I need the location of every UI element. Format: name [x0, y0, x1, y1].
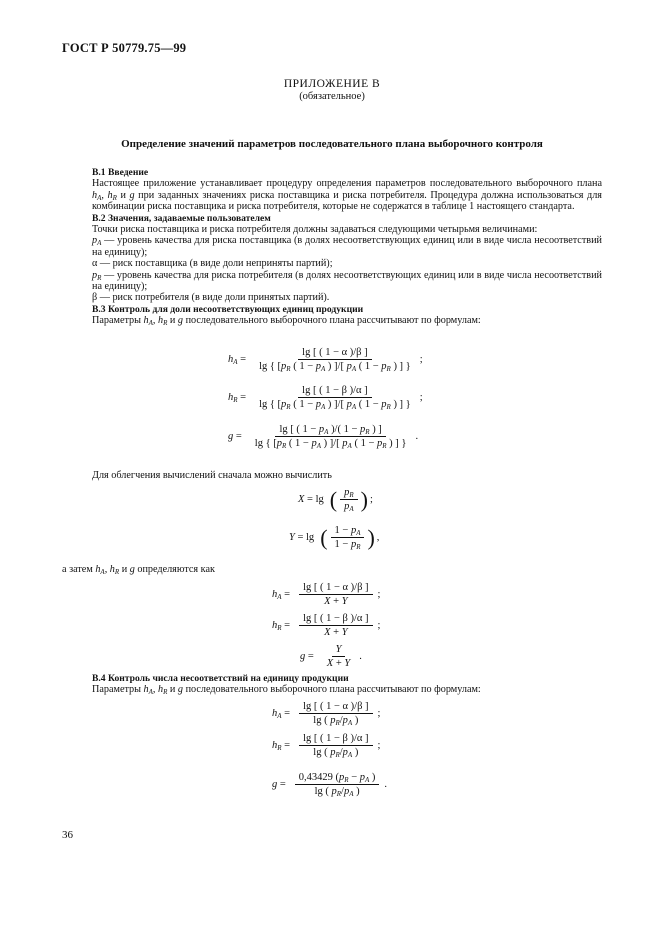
- simplify-line: Для облегчения вычислений сначала можно вычислить: [92, 470, 332, 481]
- formula-lhs: $h_A$ =: [272, 589, 291, 601]
- formula-numerator: lg [ ( 1 − β )/α ]: [299, 733, 372, 746]
- formula-numerator: lg [ ( $1 - p_A$ )/( $1 - p_R$ ) ]: [275, 424, 385, 437]
- formula-denominator: lg { [$p_R$ ( $1 - p_A$ ) ]/[ $p_A$ ( $1 - p_R$ ) ] }: [259, 361, 411, 373]
- formula-lhs: $h_A$ =: [228, 354, 247, 366]
- formula3-g: g = $\frac{0,43429 (p_R - p_A )}{\lg ( p_R/p_A )}$ .: [272, 772, 388, 798]
- b2-item: $p_A$ — уровень качества для риска поставщика (в долях несоответствующих единиц или в виде числа несоответствий на единицу);: [92, 235, 602, 258]
- formula-lhs: Y = lg: [289, 532, 315, 543]
- b4-intro: Параметры $h_A$, $h_R$ и g последовательного выборочного плана рассчитывают по формулам:: [92, 684, 481, 697]
- formula-g: g = $\frac{\lg [ ( 1 - p_A )/( 1 - p_R ) ]}{\lg \{ [p_R ( 1 - p_A ) ]/[ p_A ( 1 - p_R ) ] \}}$ .: [228, 424, 419, 450]
- appendix-label: ПРИЛОЖЕНИЕ В: [283, 78, 381, 90]
- appendix-title: Определение значений параметров последовательного плана выборочного контроля: [121, 138, 543, 150]
- formula-denominator: $1 - p_R$: [334, 539, 361, 551]
- formula-denominator: X + Y: [324, 627, 348, 638]
- b2-intro: Точки риска поставщика и риска потребителя должны задаваться следующими четырьмя величинами:: [92, 224, 538, 236]
- formula2-hr: $h_R$ = $\frac{\lg [ ( 1 - \beta )/\alpha ]}{X + Y}$ ;: [272, 613, 381, 638]
- formula-lhs: g =: [272, 779, 286, 790]
- formula-lhs: $h_R$ =: [272, 620, 291, 632]
- simplify-text: [92, 470, 602, 481]
- formula-numerator: $1 - p_A$: [331, 525, 365, 538]
- b4-heading: B.4 Контроль числа несоответствий на единицу продукции: [92, 673, 349, 684]
- formula-numerator: lg [ ( 1 − α )/β ]: [298, 347, 371, 360]
- formula-denominator: lg ( $p_R/p_A$ ): [313, 747, 359, 759]
- b1-heading: B.1 Введение: [92, 167, 149, 178]
- formula-lhs: $h_A$ =: [272, 708, 291, 720]
- formula-x: X = lg ( $\frac{p_R}{p_A}$ ) ;: [298, 486, 373, 513]
- formula-denominator: lg ( $p_R/p_A$ ): [313, 715, 359, 727]
- formula-numerator: lg [ ( 1 − α )/β ]: [299, 582, 372, 595]
- formula-hr: $h_R$ = $\frac{\lg [ ( 1 - \beta )/\alpha ]}{\lg \{ [p_R ( 1 - p_A ) ]/[ p_A ( 1 - p_R ) ] \}}$ ;: [228, 385, 423, 411]
- formula-lhs: $h_R$ =: [272, 740, 291, 752]
- formula-numerator: lg [ ( 1 − β )/α ]: [298, 385, 371, 398]
- formula-y: Y = lg ( $\frac{1 - p_A}{1 - p_R}$ ) ,: [289, 524, 380, 551]
- formula-denominator: $p_A$: [344, 501, 354, 513]
- formula-denominator: lg { [$p_R$ ( $1 - p_A$ ) ]/[ $p_A$ ( $1 - p_R$ ) ] }: [254, 438, 407, 450]
- formula-ha: $h_A$ = $\frac{\lg [ ( 1 - \alpha )/\beta ]}{\lg \{ [p_R ( 1 - p_A ) ]/[ p_A ( 1 - p_R ) ] \}}$ ;: [228, 347, 423, 373]
- b2-heading: B.2 Значения, задаваемые пользователем: [92, 212, 271, 224]
- formula-numerator: lg [ ( 1 − β )/α ]: [299, 613, 372, 626]
- formula-denominator: lg ( $p_R/p_A$ ): [314, 786, 360, 798]
- then-line: а затем $h_A$, $h_R$ и g определяются как: [62, 564, 215, 576]
- formula-numerator: 0,43429 ($p_R - p_A$ ): [295, 772, 380, 785]
- b3-heading: B.3 Контроль для доли несоответствующих единиц продукции: [92, 303, 364, 315]
- formula3-ha: $h_A$ = $\frac{\lg [ ( 1 - \alpha )/\beta ]}{\lg ( p_R/p_A )}$ ;: [272, 701, 381, 727]
- b2-item: $p_R$ — уровень качества для риска потребителя (в долях несоответствующих единиц или в виде числа несоответствий на единицу);: [92, 269, 602, 293]
- b2-item: α — риск поставщика (в виде доли неприняты партий);: [92, 258, 333, 270]
- formula-lhs: $h_R$ =: [228, 392, 247, 404]
- formula-numerator: $p_R$: [340, 487, 358, 500]
- then-text: [62, 564, 572, 575]
- page-number: 36: [62, 829, 73, 841]
- formula2-g: g = $\frac{Y}{X + Y}$ .: [300, 644, 362, 669]
- formula-denominator: X + Y: [326, 658, 351, 669]
- formula-lhs: X = lg: [298, 494, 324, 505]
- formula-numerator: Y: [332, 644, 346, 657]
- appendix-status: (обязательное): [299, 91, 365, 102]
- formula-denominator: lg { [$p_R$ ( $1 - p_A$ ) ]/[ $p_A$ ( $1 - p_R$ ) ] }: [259, 399, 411, 411]
- b3-intro: Параметры $h_A$, $h_R$ и g последовательного выборочного плана рассчитывают по формулам:: [92, 315, 481, 328]
- b1-text: Настоящее приложение устанавливает процедуру определения параметров последовательного выборочного плана $h_A$, $h_R$ и g при заданных значениях риска поставщика и риска потребителя. Процедура должна использоваться для комбинации риска поставщика и риска потребителя, которые не содержатся в таблице 1 настоящего стандарта.: [92, 178, 602, 213]
- standard-number: ГОСТ Р 50779.75—99: [62, 41, 187, 55]
- section-b1: [92, 167, 602, 327]
- section-b4: [92, 673, 602, 696]
- formula2-ha: $h_A$ = $\frac{\lg [ ( 1 - \alpha )/\beta ]}{X + Y}$ ;: [272, 582, 381, 607]
- formula-lhs: g =: [300, 651, 314, 662]
- b2-item: β — риск потребителя (в виде доли принятых партий).: [92, 292, 330, 304]
- formula-lhs: g =: [228, 431, 242, 442]
- formula-numerator: lg [ ( 1 − α )/β ]: [299, 701, 372, 714]
- formula3-hr: $h_R$ = $\frac{\lg [ ( 1 - \beta )/\alpha ]}{\lg ( p_R/p_A )}$ ;: [272, 733, 381, 759]
- formula-denominator: X + Y: [324, 596, 348, 607]
